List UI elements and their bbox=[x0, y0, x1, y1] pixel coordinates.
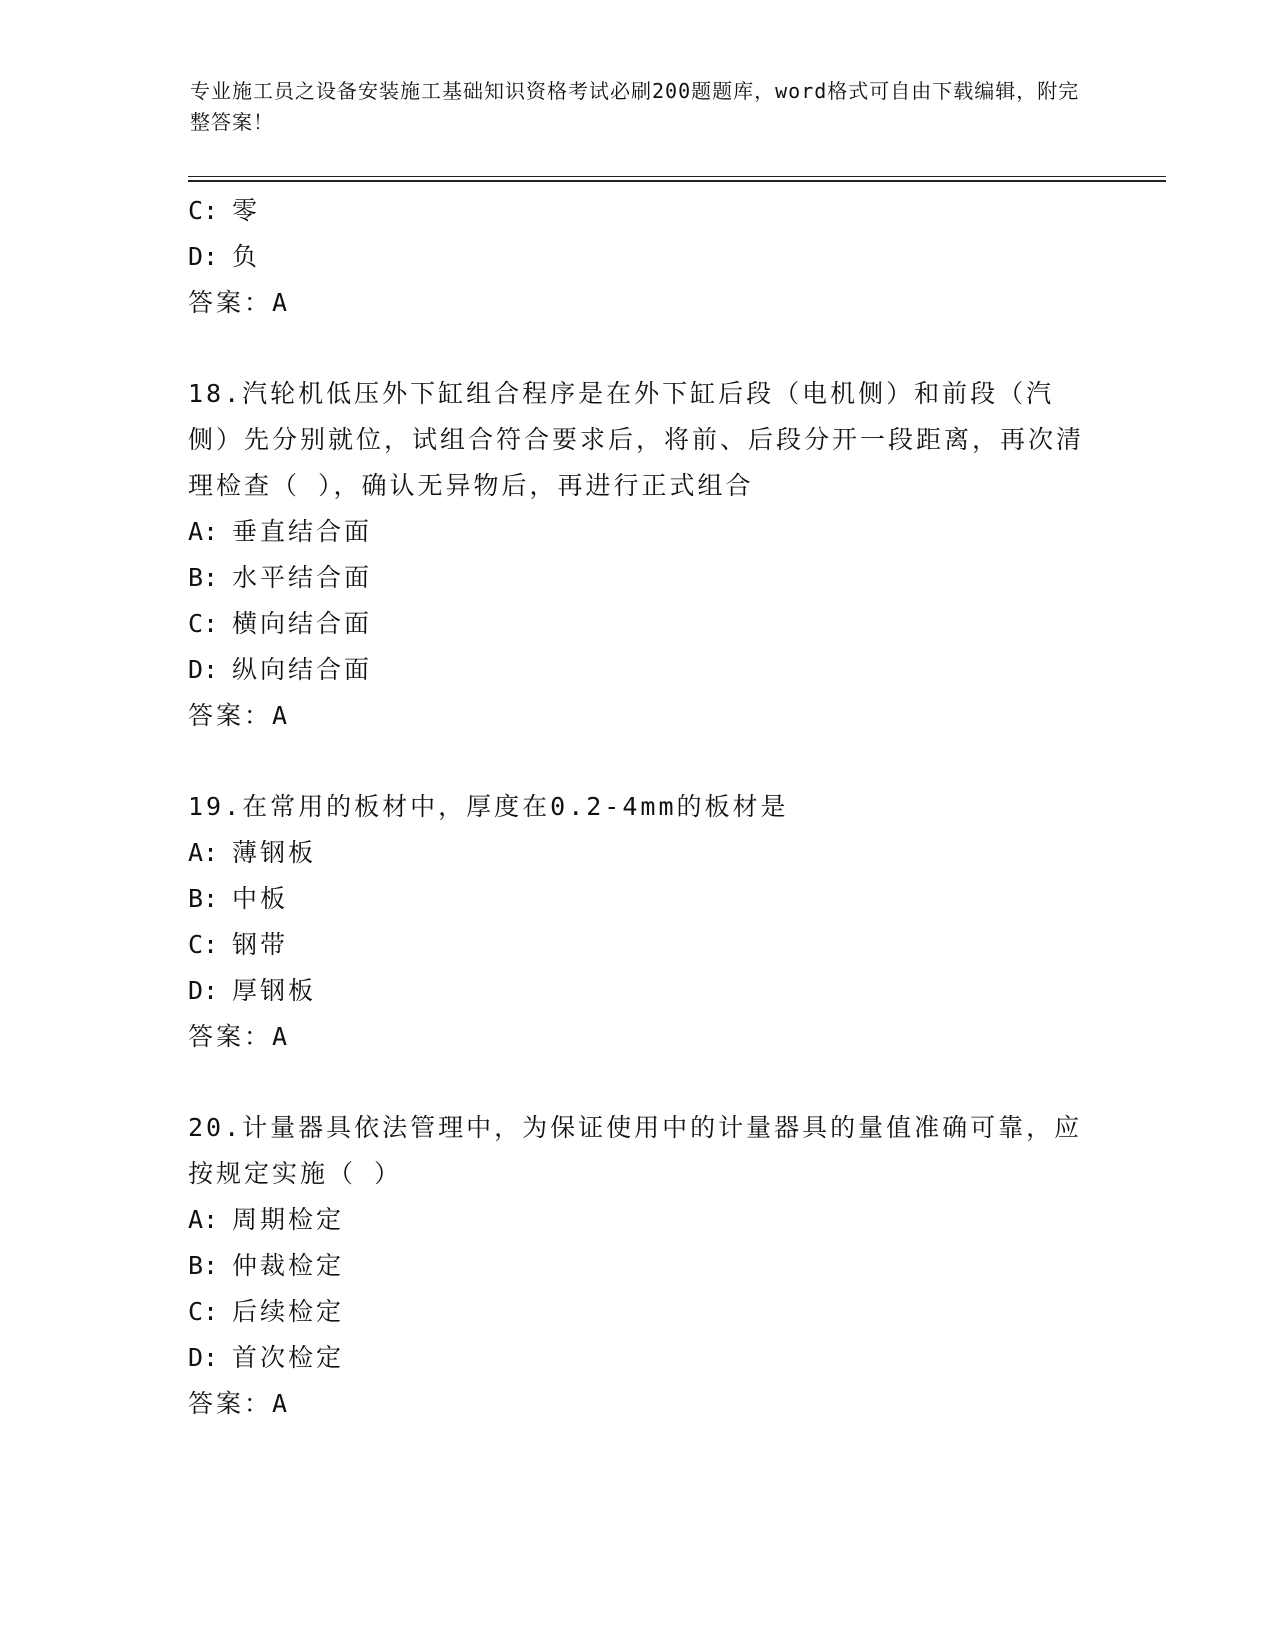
option-text: 垂直结合面 bbox=[232, 517, 373, 546]
answer-row bbox=[188, 280, 1088, 326]
option-label: D: bbox=[188, 655, 219, 684]
header-divider-thick bbox=[188, 180, 1166, 182]
option-row bbox=[188, 509, 1088, 555]
answer-value: A bbox=[272, 288, 288, 317]
option-row bbox=[188, 1243, 1088, 1289]
option-text: 中板 bbox=[232, 884, 289, 913]
option-label: C: bbox=[188, 930, 219, 959]
option-row bbox=[188, 555, 1088, 601]
answer-label: 答案： bbox=[188, 1389, 273, 1418]
option-text: 纵向结合面 bbox=[232, 655, 373, 684]
option-label: D: bbox=[188, 242, 219, 271]
option-row bbox=[188, 234, 1088, 280]
option-row bbox=[188, 830, 1088, 876]
question-list bbox=[188, 188, 1088, 1427]
option-text: 周期检定 bbox=[232, 1205, 345, 1234]
option-label: A: bbox=[188, 517, 219, 546]
option-row bbox=[188, 968, 1088, 1014]
answer-row bbox=[188, 1014, 1088, 1060]
answer-value: A bbox=[272, 1389, 288, 1418]
option-text: 首次检定 bbox=[232, 1343, 345, 1372]
header-divider-thin bbox=[188, 176, 1166, 177]
document-header bbox=[190, 76, 1090, 138]
option-label: D: bbox=[188, 976, 219, 1005]
option-row bbox=[188, 188, 1088, 234]
option-label: B: bbox=[188, 563, 219, 592]
option-text: 后续检定 bbox=[232, 1297, 345, 1326]
option-text: 仲裁检定 bbox=[232, 1251, 345, 1280]
option-text: 横向结合面 bbox=[232, 609, 373, 638]
option-text: 钢带 bbox=[232, 930, 289, 959]
question-block-20 bbox=[188, 1105, 1088, 1427]
header-title: 专业施工员之设备安装施工基础知识资格考试必刷200题题库，word格式可自由下载编辑，附完整答案！ bbox=[190, 79, 1080, 134]
answer-value: A bbox=[272, 1022, 288, 1051]
option-row bbox=[188, 876, 1088, 922]
option-row bbox=[188, 922, 1088, 968]
question-block-partial bbox=[188, 188, 1088, 326]
option-row bbox=[188, 1335, 1088, 1381]
option-row bbox=[188, 647, 1088, 693]
answer-value: A bbox=[272, 701, 288, 730]
answer-row bbox=[188, 693, 1088, 739]
option-row bbox=[188, 601, 1088, 647]
option-label: B: bbox=[188, 884, 219, 913]
question-text: 19.在常用的板材中，厚度在0.2-4mm的板材是 bbox=[188, 792, 789, 821]
option-text: 水平结合面 bbox=[232, 563, 373, 592]
question-text: 18.汽轮机低压外下缸组合程序是在外下缸后段（电机侧）和前段（汽侧）先分别就位，试组合符合要求后，将前、后段分开一段距离，再次清理检查（ ），确认无异物后，再进行正式组合 bbox=[188, 379, 1085, 500]
option-text: 零 bbox=[232, 196, 261, 225]
answer-label: 答案： bbox=[188, 1022, 273, 1051]
option-label: A: bbox=[188, 838, 219, 867]
question-text: 20.计量器具依法管理中，为保证使用中的计量器具的量值准确可靠，应按规定实施（ ） bbox=[188, 1113, 1083, 1188]
option-row bbox=[188, 1289, 1088, 1335]
option-label: A: bbox=[188, 1205, 219, 1234]
option-row bbox=[188, 1197, 1088, 1243]
option-text: 负 bbox=[232, 242, 261, 271]
question-block-18 bbox=[188, 371, 1088, 739]
option-label: C: bbox=[188, 196, 219, 225]
option-label: C: bbox=[188, 609, 219, 638]
answer-row bbox=[188, 1381, 1088, 1427]
option-label: B: bbox=[188, 1251, 219, 1280]
option-text: 厚钢板 bbox=[232, 976, 317, 1005]
option-label: C: bbox=[188, 1297, 219, 1326]
question-block-19 bbox=[188, 784, 1088, 1060]
option-label: D: bbox=[188, 1343, 219, 1372]
answer-label: 答案： bbox=[188, 701, 273, 730]
answer-label: 答案： bbox=[188, 288, 273, 317]
option-text: 薄钢板 bbox=[232, 838, 317, 867]
